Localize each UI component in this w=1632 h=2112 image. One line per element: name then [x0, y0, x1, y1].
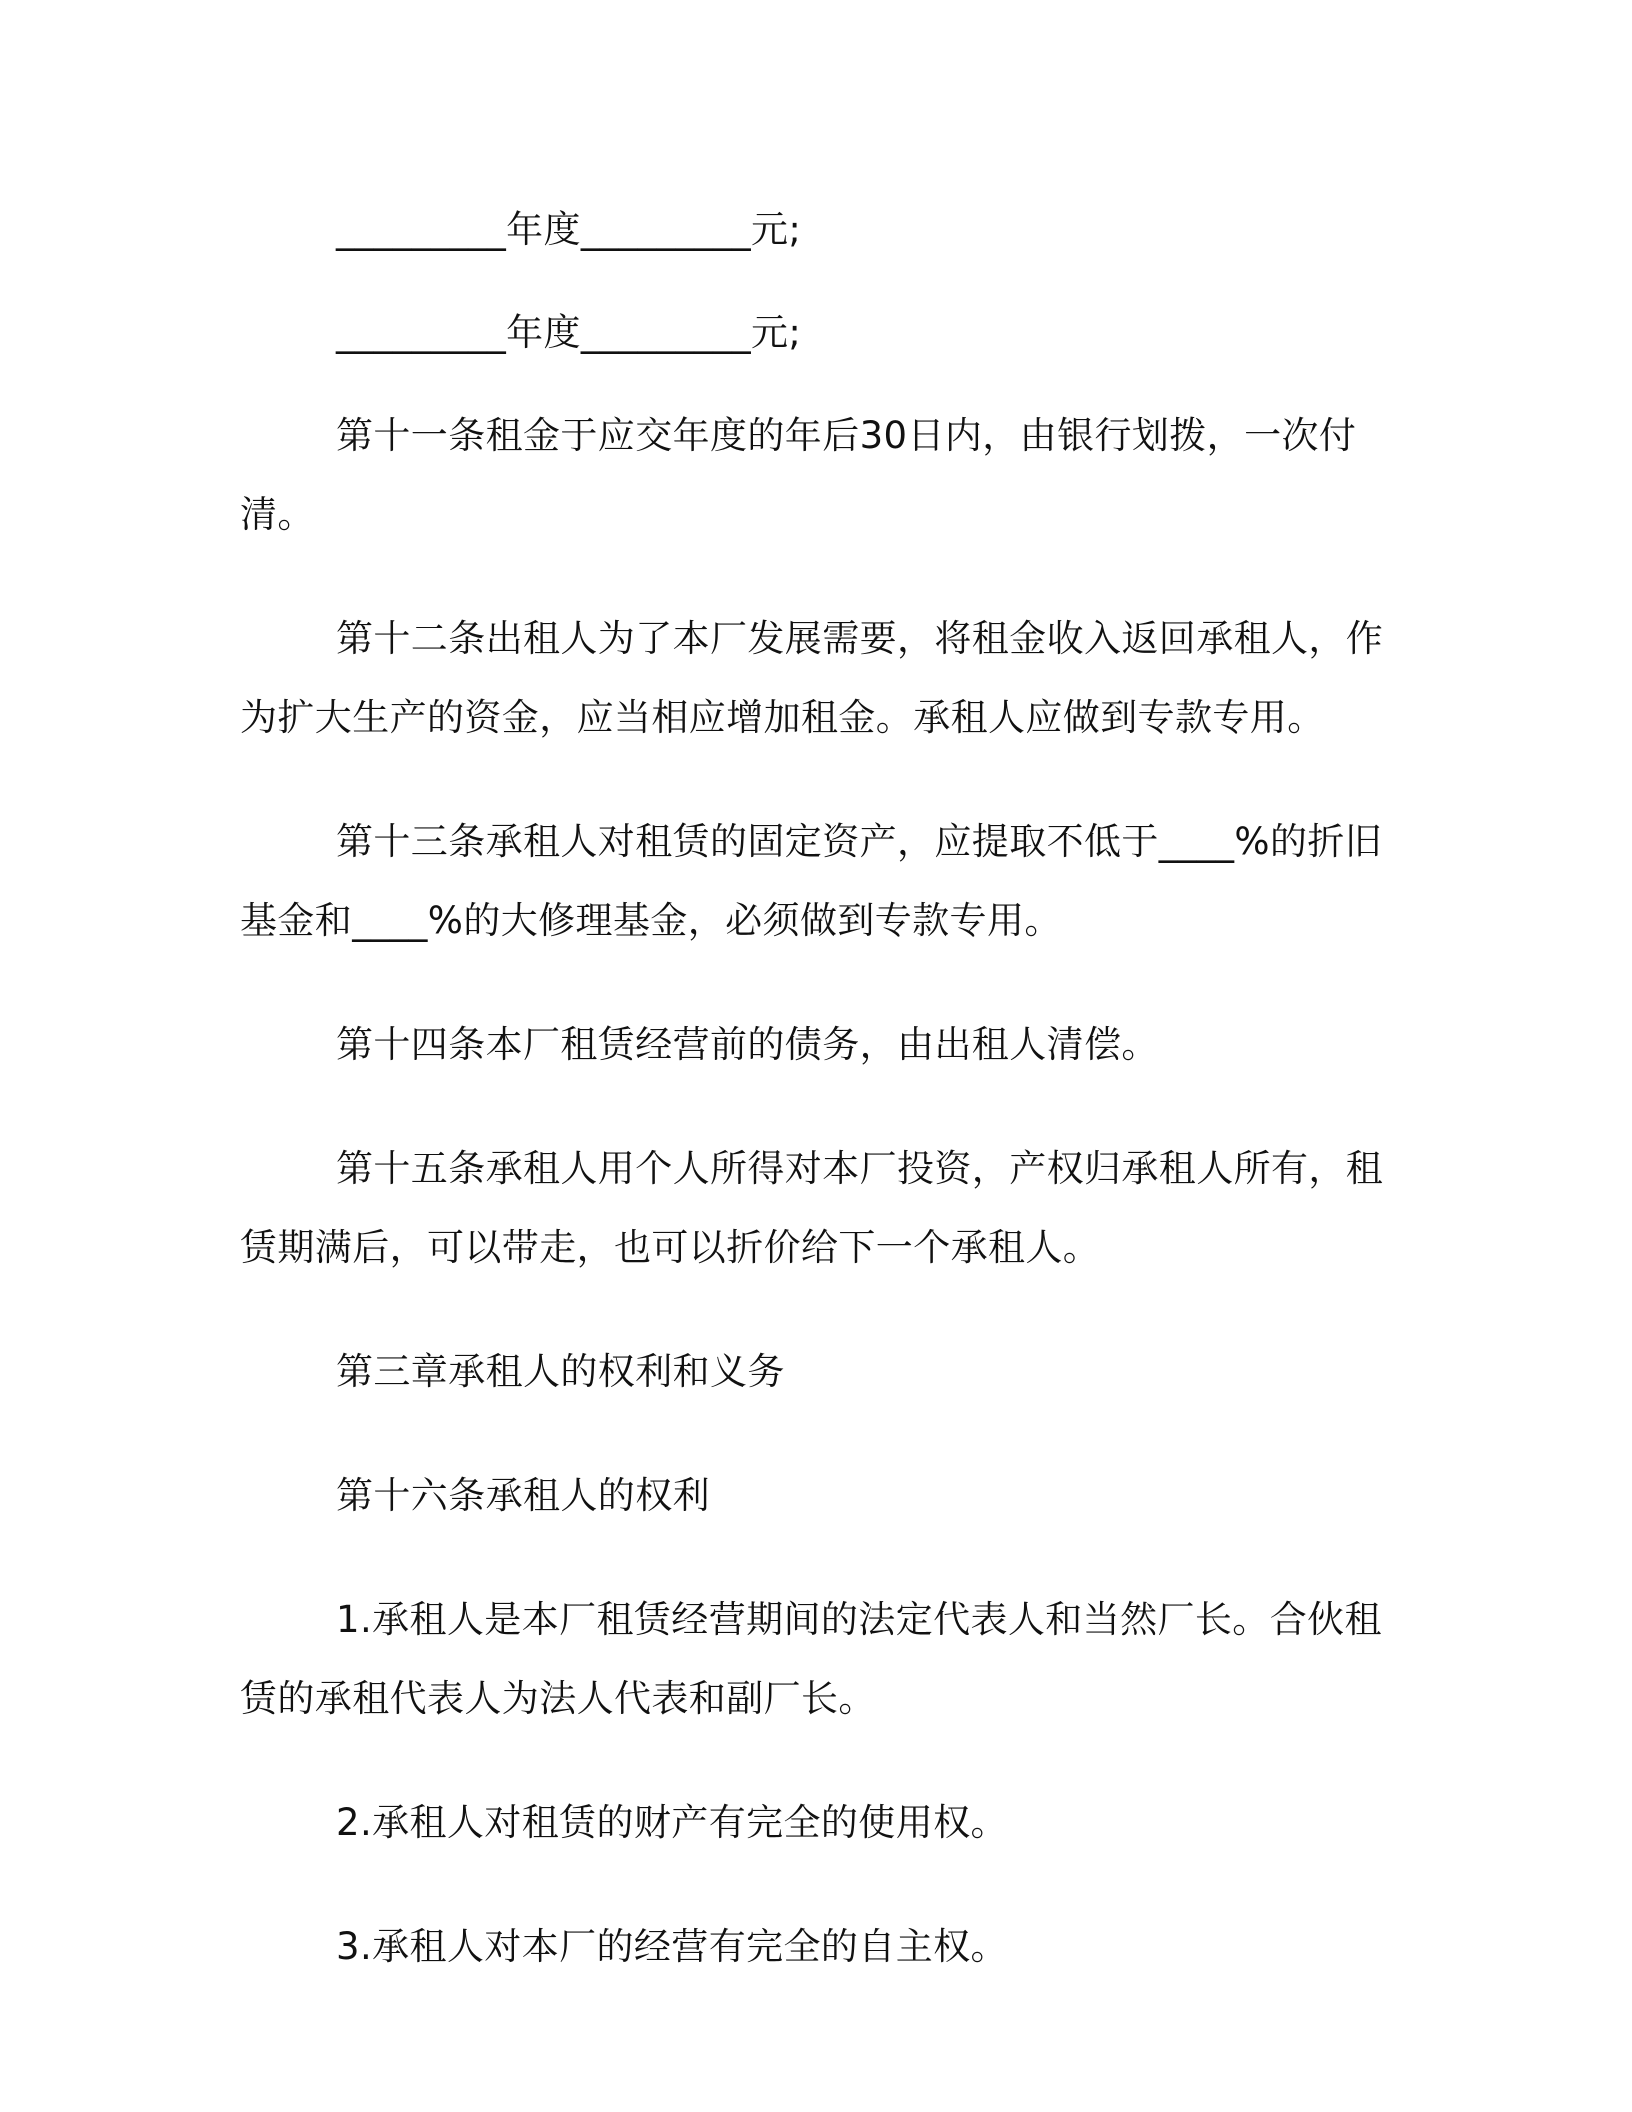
article-16-heading: 第十六条承租人的权利 — [336, 1474, 710, 1517]
right-item-2: 2.承租人对租赁的财产有完全的使用权。 — [336, 1801, 1008, 1844]
document-body — [240, 190, 1390, 2031]
article-14: 第十四条本厂租赁经营前的债务，由出租人清偿。 — [336, 1023, 1159, 1066]
article-11: 第十一条租金于应交年度的年后30日内，由银行划拨，一次付清。 — [240, 414, 1357, 536]
rent-year-line-1: _________年度_________元; — [336, 208, 802, 251]
article-12: 第十二条出租人为了本厂发展需要，将租金收入返回承租人，作为扩大生产的资金，应当相应增加租金。承租人应做到专款专用。 — [240, 617, 1384, 739]
article-15: 第十五条承租人用个人所得对本厂投资，产权归承租人所有，租赁期满后，可以带走，也可以折价给下一个承租人。 — [240, 1147, 1384, 1269]
chapter-3-heading: 第三章承租人的权利和义务 — [336, 1350, 785, 1393]
rent-year-line-2: _________年度_________元; — [336, 311, 802, 354]
article-13: 第十三条承租人对租赁的固定资产，应提取不低于____%的折旧基金和____%的大修理基金，必须做到专款专用。 — [240, 820, 1383, 942]
right-item-3: 3.承租人对本厂的经营有完全的自主权。 — [336, 1925, 1008, 1968]
right-item-1: 1.承租人是本厂租赁经营期间的法定代表人和当然厂长。合伙租赁的承租代表人为法人代表和副厂长。 — [240, 1598, 1382, 1720]
